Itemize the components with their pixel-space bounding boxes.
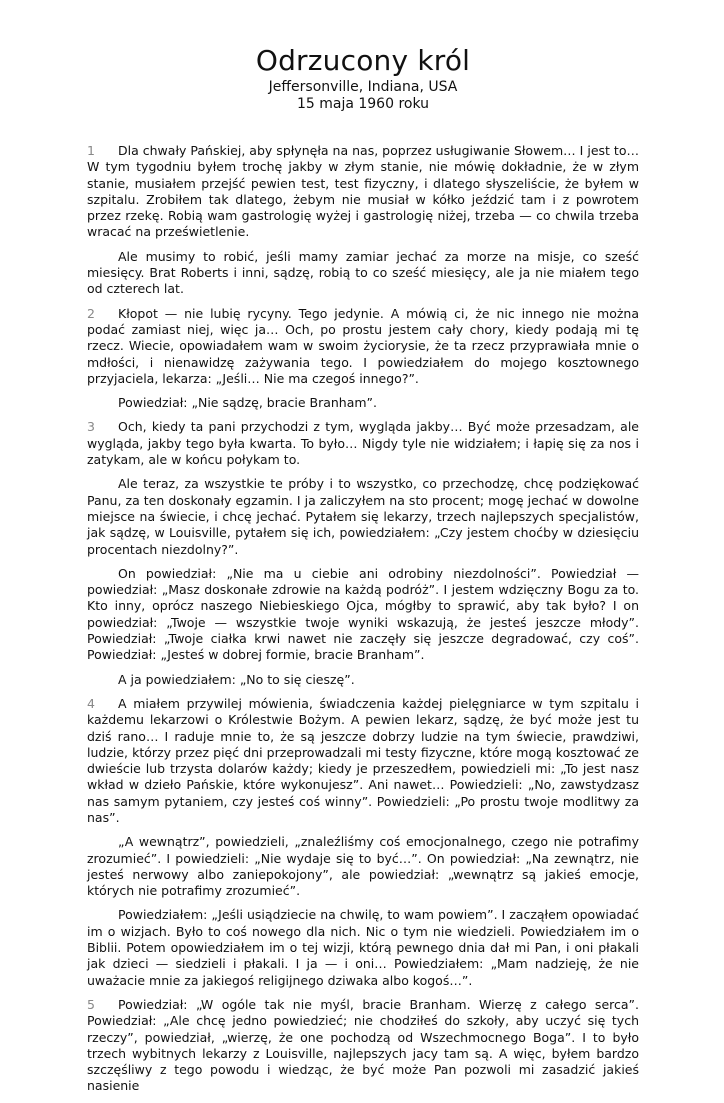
paragraph xyxy=(87,566,639,664)
paragraph xyxy=(87,249,639,298)
paragraph xyxy=(87,476,639,557)
paragraph-text: On powiedział: „Nie ma u ciebie ani odrobiny niezdolności”. Powiedział — powiedział: „Masz doskonałe zdrowie na każdą podróż”. I jestem wdzięczny Bogu za to. Kto inny, oprócz naszego Niebieskiego Ojca, mógłby to sprawić, aby tak było? I on powiedział: „Twoje — wszystkie twoje wyniki wskazują, że jesteś jeszcze młody”. Powiedział: „Twoje ciałka krwi nawet nie zaczęły się jeszcze degradować, czy coś”. Powiedział: „Jesteś w dobrej formie, bracie Branham”. xyxy=(87,565,639,663)
paragraph-number: 2 xyxy=(87,305,95,321)
paragraph xyxy=(87,834,639,899)
document-header xyxy=(87,46,639,113)
paragraph-text: Ale musimy to robić, jeśli mamy zamiar jechać za morze na misje, co sześć miesięcy. Brat Roberts i inni, sądzę, robią to co sześć miesięcy, ale ja nie miałem tego od czterech lat. xyxy=(87,248,639,297)
paragraph-text: Dla chwały Pańskiej, aby spłynęła na nas, poprzez usługiwanie Słowem… I jest to… W tym tygodniu byłem trochę jakby w złym stanie, nie mówię dokładnie, że w złym stanie, musiałem przejść pewien test, test fizyczny, i dlatego słyszeliście, że byłem w szpitalu. Zrobiłem tak dlatego, żebym nie musiał w kółko jeździć tam i z powrotem przez rzekę. Robią wam gastrologię wyżej i gastrologię niżej, trzeba — co chwila trzeba wracać na prześwietlenie. xyxy=(87,143,639,240)
paragraph xyxy=(87,997,639,1095)
paragraph xyxy=(87,395,639,411)
location-subtitle: Jeffersonville, Indiana, USA xyxy=(268,79,458,95)
paragraph-text: Och, kiedy ta pani przychodzi z tym, wygląda jakby… Być może przesadzam, ale wygląda, jakby tego była kwarta. To było… Nigdy tyle nie widziałem; i łapię się za nos i zatykam, ale w końcu połykam to. xyxy=(87,419,639,468)
paragraph-text: „A wewnątrz”, powiedzieli, „znaleźliśmy coś emocjonalnego, czego nie potrafimy zrozumieć”. I powiedzieli: „Nie wydaje się to być…”. On powiedział: „Na zewnątrz, nie jesteś nerwowy albo zaniepokojony”, ale powiedział: „wewnątrz są jakieś emocje, których nie potrafimy zrozumieć”. xyxy=(87,834,639,899)
paragraph xyxy=(87,907,639,988)
paragraph-text: Kłopot — nie lubię rycyny. Tego jedynie. A mówią ci, że nic innego nie można podać zamiast niej, więc ja… Och, po prostu jestem cały chory, kiedy podają mi tę rzecz. Wiecie, opowiadałem wam w swoim życiorysie, że ta rzecz przyprawiała mnie o mdłości, i nienawidzę zażywania tego. I powiedziałem do mojego kosztownego przyjaciela, lekarza: „Jeśli… Nie ma czegoś innego?”. xyxy=(87,305,639,386)
paragraph xyxy=(87,143,639,241)
paragraph-text: Powiedział: „W ogóle tak nie myśl, bracie Branham. Wierzę z całego serca”. Powiedział: „Ale chcę jedno powiedzieć; nie chodziłeś do szkoły, aby uczyć się tych rzeczy”, powiedział, „wierzę, że one pochodzą od Wszechmocnego Boga”. I to było trzech wybitnych lekarzy z Louisville, najlepszych jacy tam są. A więc, byłem bardzo szczęśliwy z tego powodu i wiedząc, że być może Pan pozwoli mi zasadzić jakieś nasienie xyxy=(87,996,639,1094)
paragraph-number: 5 xyxy=(87,996,95,1012)
paragraph xyxy=(87,306,639,387)
paragraph-text: Powiedział: „Nie sądzę, bracie Branham”. xyxy=(118,395,378,411)
paragraph-text: Ale teraz, za wszystkie te próby i to wszystko, co przechodzę, chcę podziękować Panu, za ten doskonały egzamin. I ja zaliczyłem na sto procent; mogę jechać w dowolne miejsce na świecie, i chcę jechać. Pytałem się lekarzy, trzech najlepszych specjalistów, jak sądzę, w Louisville, pytałem się ich, powiedziałem: „Czy jestem choćby w dziesięciu procentach niezdolny?”. xyxy=(87,476,639,557)
date-subtitle: 15 maja 1960 roku xyxy=(296,96,430,112)
paragraph xyxy=(87,672,639,688)
paragraph xyxy=(87,419,639,468)
paragraph-text: A miałem przywilej mówienia, świadczenia każdej pielęgniarce w tym szpitalu i każdemu lekarzowi o Królestwie Bożym. A pewien lekarz, sądzę, że być może jest tu dziś rano… I raduje mnie to, że są jeszcze dobrzy ludzie na tym świecie, prawdziwi, ludzie, którzy przez pięć dni przeprowadzali mi testy fizyczne, które mogą kosztować ze dwieście lub trzysta dolarów każdy; kiedy je przeszedłem, powiedzieli mi: „To jest nasz wkład w dzieło Pańskie, które wykonujesz”. Ani nawet… Powiedzieli: „No, zawstydzasz nas samym pytaniem, czy jesteś coś winny”. Powiedzieli: „Po prostu twoje modlitwy za nas”. xyxy=(87,695,639,825)
paragraph-number: 3 xyxy=(87,419,95,435)
paragraph-text: A ja powiedziałem: „No to się cieszę”. xyxy=(118,671,355,687)
paragraph xyxy=(87,696,639,826)
page-title: Odrzucony król xyxy=(255,44,471,77)
paragraph-text: Powiedziałem: „Jeśli usiądziecie na chwilę, to wam powiem”. I zacząłem opowiadać im o wizjach. Było to coś nowego dla nich. Nic o tym nie wiedzieli. Powiedziałem im o Biblii. Potem opowiedziałem im o tej wizji, którą pewnego dnia dał mi Pan, i oni płakali jak dzieci — siedzieli i płakali. I ja — i oni… Powiedziałem: „Mam nadzieję, że nie uważacie mnie za jakiegoś religijnego dziwaka albo kogoś…”. xyxy=(87,907,639,988)
document-page xyxy=(87,0,639,1103)
paragraph-number: 4 xyxy=(87,695,95,711)
document-body xyxy=(87,143,639,1095)
paragraph-number: 1 xyxy=(87,143,95,158)
